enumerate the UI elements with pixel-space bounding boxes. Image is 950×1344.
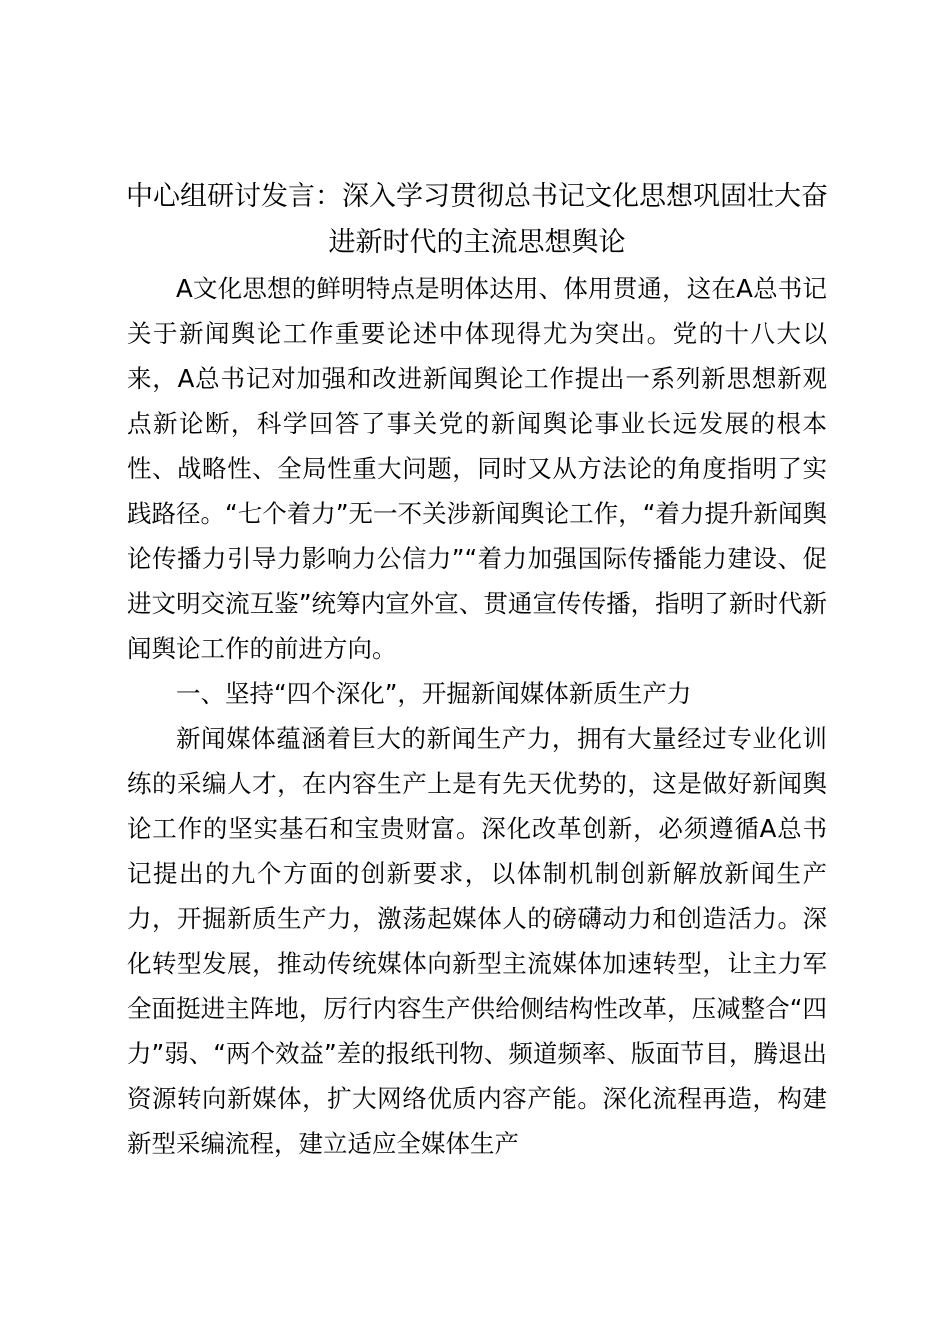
document-title: 中心组研讨发言：深入学习贯彻总书记文化思想巩固壮大奋进新时代的主流思想舆论 [126, 181, 828, 258]
section-heading-1: 一、坚持“四个深化”，开掘新闻媒体新质生产力 [176, 679, 692, 708]
body-paragraph-1: A文化思想的鲜明特点是明体达用、体用贯通，这在A总书记关于新闻舆论工作重要论述中体现得尤为突出。党的十八大以来，A总书记对加强和改进新闻舆论工作提出一系列新思想新观点新论断，科学回答了事关党的新闻舆论事业长远发展的根本性、战略性、全局性重大问题，同时又从方法论的角度指明了实践路径。“七个着力”无一不关涉新闻舆论工作，“着力提升新闻舆论传播力引导力影响力公信力”“着力加强国际传播能力建设、促进文明交流互鉴”统筹内宣外宣、贯通宣传传播，指明了新时代新闻舆论工作的前进方向。 [127, 274, 827, 663]
document-page [127, 174, 827, 1166]
body-paragraph-2: 新闻媒体蕴涵着巨大的新闻生产力，拥有大量经过专业化训练的采编人才，在内容生产上是有先天优势的，这是做好新闻舆论工作的坚实基石和宝贵财富。深化改革创新，必须遵循A总书记提出的九个方面的创新要求，以体制机制创新解放新闻生产力，开掘新质生产力，激荡起媒体人的磅礴动力和创造活力。深化转型发展，推动传统媒体向新型主流媒体加速转型，让主力军全面挺进主阵地，厉行内容生产供给侧结构性改革，压减整合“四力”弱、“两个效益”差的报纸刊物、频道频率、版面节目，腾退出资源转向新媒体，扩大网络优质内容产能。深化流程再造，构建新型采编流程，建立适应全媒体生产 [127, 724, 827, 1158]
